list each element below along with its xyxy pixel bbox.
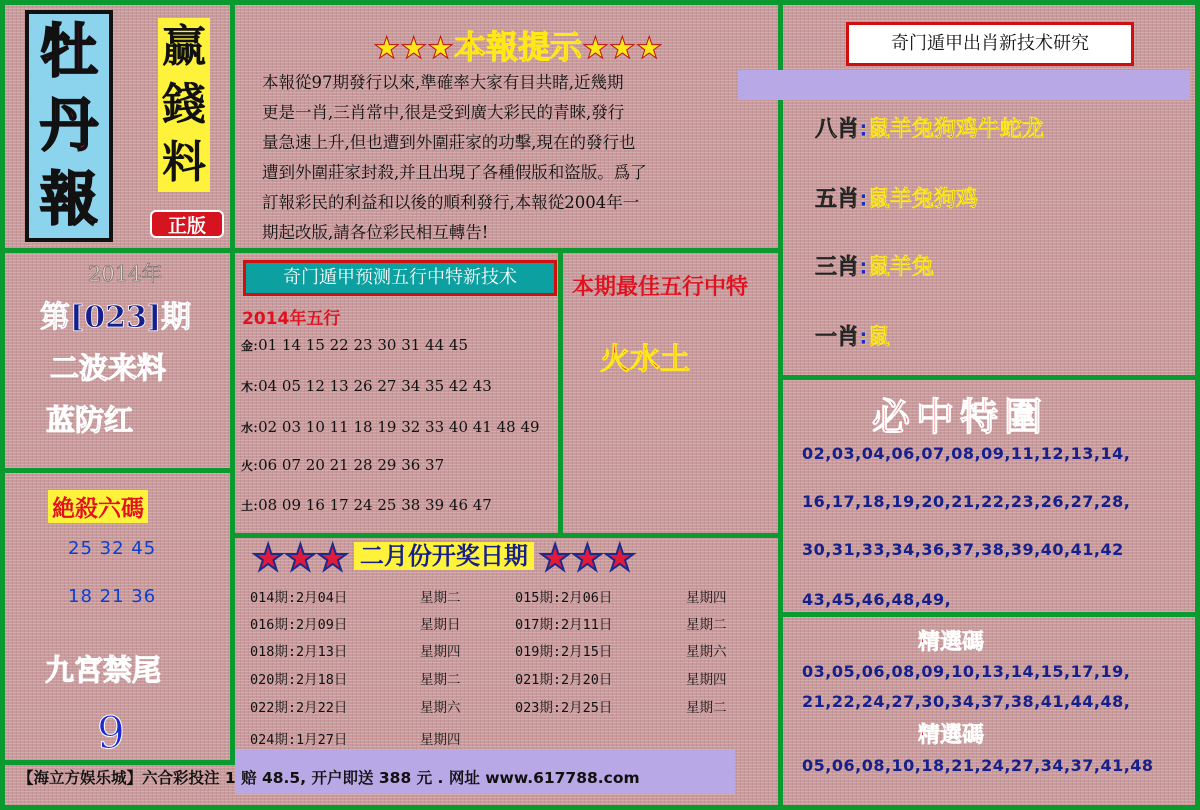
lavender-band [738,70,1190,100]
grid-line [0,0,5,810]
notice-line: 本報從97期發行以來,準確率大家有目共睹,近幾期 [262,73,624,92]
wuxing-row [241,377,492,395]
grid-line [230,0,235,760]
notice-header [338,22,698,68]
select-line: 03,05,06,08,09,10,13,14,15,17,19, [802,662,1131,681]
slogan-block [158,18,210,192]
draw-date: 015期:2月06日 [515,590,613,606]
zodiac-label: 五肖 [815,187,860,212]
draw-weekday: 星期日 [420,617,461,633]
grid-line [0,248,783,253]
slogan-char: 料 [158,134,210,192]
wuxing-box-title: 奇门遁甲预测五行中特新技术 [243,260,557,296]
grid-line [778,612,1200,617]
tail-value: 9 [97,708,125,759]
grid-line [778,0,783,810]
masthead-logo [25,10,113,242]
wuxing-row [241,336,468,354]
special-title: 必中特圍 [872,394,1049,439]
kill-row: 25 32 45 [68,538,157,559]
notice-line: 量急速上升,但也遭到外圍莊家的功擊,現在的發行也 [262,133,636,152]
zodiac-value: :鼠羊兔 [859,255,934,280]
select-line: 21,22,24,27,30,34,37,38,41,44,48, [802,692,1131,711]
wuxing-label: 火 [241,459,254,473]
draw-weekday: 星期四 [686,672,727,688]
tail-title: 九宮禁尾 [45,653,162,687]
star-icon: ★★★ [539,538,636,579]
zodiac-value: :鼠 [859,325,890,350]
wuxing-label: 土 [241,499,254,513]
authentic-badge: 正版 [150,210,224,238]
draw-date: 018期:2月13日 [250,644,348,660]
zodiac-row [815,182,978,213]
special-line: 30,31,33,34,36,37,38,39,40,41,42 [802,540,1124,559]
wuxing-label: 水 [241,421,254,435]
kill-row: 18 21 36 [68,586,157,607]
notice-line: 更是一肖,三肖常中,很是受到廣大彩民的青睞,發行 [262,103,625,122]
wuxing-row [241,418,540,436]
wuxing-row [241,496,492,514]
select-title: 精選碼 [918,629,985,655]
wuxing-nums: :01 14 15 22 23 30 31 44 45 [253,336,468,354]
select-title: 精選碼 [918,722,985,748]
draw-weekday: 星期六 [686,644,727,660]
wuxing-label: 木 [241,380,254,394]
slogan-char: 赢 [158,18,210,76]
zodiac-label: 八肖 [815,117,860,142]
grid-line [0,0,1200,5]
draw-weekday: 星期四 [420,644,461,660]
star-icon: ★★★ [582,31,663,66]
draw-weekday: 星期二 [686,617,727,633]
zodiac-value: :鼠羊兔狗鸡 [859,187,978,212]
notice-line: 遭到外圍莊家封殺,并且出現了各種假版和盜版。爲了 [262,163,647,182]
star-icon: ★★★ [252,538,349,579]
grid-line [0,468,235,473]
draw-date: 017期:2月11日 [515,617,613,633]
select-line: 05,06,08,10,18,21,24,27,34,37,41,48 [802,756,1154,775]
zodiac-row [815,112,1044,143]
draw-weekday: 星期二 [420,672,461,688]
zodiac-row [815,320,890,351]
grid-line [0,805,1200,810]
kill-title: 絶殺六碼 [48,490,148,523]
wave-value: 蓝防红 [46,403,134,437]
draw-date: 014期:2月04日 [250,590,348,606]
notice-body [262,68,740,248]
special-line: 43,45,46,48,49, [802,590,952,609]
wave-title: 二波来料 [50,351,167,385]
draw-date: 021期:2月20日 [515,672,613,688]
notice-line: 訂報彩民的利益和以後的順利發行,本報從2004年一 [262,193,640,212]
wuxing-label: 金 [241,339,254,353]
zodiac-box-title: 奇门遁甲出肖新技术研究 [846,22,1134,66]
wuxing-nums: :02 03 10 11 18 19 32 33 40 41 48 49 [253,418,540,436]
draw-weekday: 星期二 [420,590,461,606]
wuxing-row [241,456,444,474]
draw-date: 019期:2月15日 [515,644,613,660]
draw-weekday: 星期四 [686,590,727,606]
draw-date: 022期:2月22日 [250,700,348,716]
draw-date: 023期:2月25日 [515,700,613,716]
special-line: 16,17,18,19,20,21,22,23,26,27,28, [802,492,1131,511]
grid-line [1195,0,1200,810]
grid-line [0,760,235,765]
draw-date: 024期:1月27日 [250,732,348,748]
draw-weekday: 星期二 [686,700,727,716]
slogan-char: 錢 [158,76,210,134]
zodiac-label: 三肖 [815,255,860,280]
issue-number: 第[023]期 [40,300,192,335]
wuxing-nums: :08 09 16 17 24 25 38 39 46 47 [253,496,492,514]
draw-weekday: 星期六 [420,700,461,716]
special-line: 02,03,04,06,07,08,09,11,12,13,14, [802,444,1131,463]
zodiac-row [815,250,934,281]
draw-weekday: 星期四 [420,732,461,748]
year-label: 2014年 [88,262,163,286]
grid-line [558,248,563,533]
wuxing-nums: :06 07 20 21 28 29 36 37 [253,456,445,474]
footer-ad[interactable]: 【海立方娱乐城】六合彩投注 1 赔 48.5, 开户即送 388 元 . 网址 www.617788.com [18,769,640,787]
grid-line [778,375,1200,380]
zodiac-label: 一肖 [815,325,860,350]
notice-line: 期起改版,請各位彩民相互轉告! [262,223,489,242]
draw-date: 016期:2月09日 [250,617,348,633]
best-wuxing-value: 火水土 [600,342,690,377]
wuxing-nums: :04 05 12 13 26 27 34 35 42 43 [253,377,492,395]
calendar-header [252,536,772,579]
wuxing-year-label: 2014年五行 [242,309,341,329]
logo-char: 牡 [39,17,98,85]
draw-date: 020期:2月18日 [250,672,348,688]
logo-char: 丹 [39,91,98,159]
best-wuxing-title: 本期最佳五行中特 [572,274,749,300]
zodiac-value: :鼠羊兔狗鸡牛蛇龙 [859,117,1044,142]
notice-title: 本報提示 [453,28,582,66]
calendar-title: 二月份开奖日期 [354,542,534,570]
star-icon: ★★★ [373,31,454,66]
logo-char: 報 [39,165,98,233]
